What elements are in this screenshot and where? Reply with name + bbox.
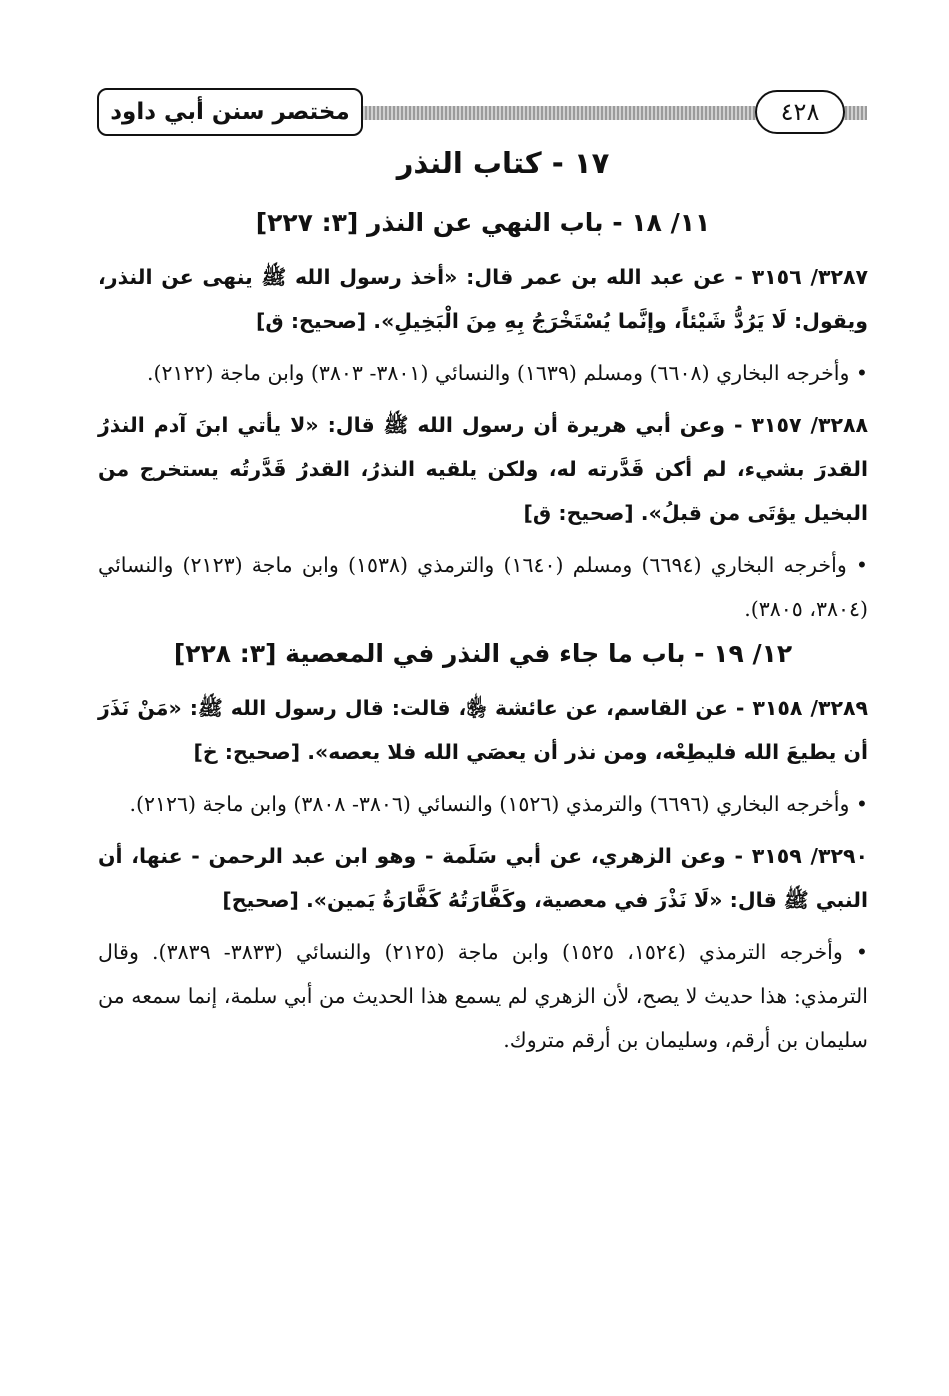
page-number: ٤٢٨ <box>755 90 845 134</box>
hadith-number: ٣٢٨٧/ ٣١٥٦ <box>751 265 868 289</box>
hadith-entry <box>98 834 868 922</box>
hadith-entry <box>98 403 868 535</box>
takhrij-note: • وأخرجه البخاري (٦٦٩٤) ومسلم (١٦٤٠) والترمذي (١٥٣٨) وابن ماجة (٢١٢٣) والنسائي (٣٨٠٤، ٣٨٠٥). <box>98 553 869 621</box>
hadith-text: - وعن الزهري، عن أبي سَلَمة - وهو ابن عبد الرحمن - عنها، أن النبي ﷺ قال: «لَا نَذْرَ في معصية، وكَفَّارَتُهُ كَفَّارَةُ يَمين». [صحيح] <box>98 844 868 912</box>
running-book-title: مختصر سنن أبي داود <box>97 88 363 136</box>
hadith-text: - عن عبد الله بن عمر قال: «أخذ رسول الله ﷺ ينهى عن النذر، ويقول: لَا يَرُدُّ شَيْئاً، وإنَّما يُسْتَخْرَجُ بِهِ مِنَ الْبَخِيلِ». [صحيح: ق] <box>98 265 868 333</box>
chapter-heading: ١١/ ١٨ - باب النهي عن النذر [٣: ٢٢٧] <box>255 208 711 237</box>
hadith-number: ٣٢٨٩/ ٣١٥٨ <box>752 696 868 720</box>
chapter-heading: ١٢/ ١٩ - باب ما جاء في النذر في المعصية [٣: ٢٢٨] <box>173 639 793 668</box>
takhrij-note: • وأخرجه البخاري (٦٦٩٦) والترمذي (١٥٢٦) والنسائي (٣٨٠٦- ٣٨٠٨) وابن ماجة (٢١٢٦). <box>129 792 868 816</box>
hadith-number: ٣٢٨٨/ ٣١٥٧ <box>751 413 868 437</box>
hadith-text: - وعن أبي هريرة أن رسول الله ﷺ قال: «لا يأتي ابنَ آدم النذرُ القدرَ بشيء، لم أكن قَدَّرته له، ولكن يلقيه النذرُ، القدرُ قَدَّرتُه يستخرج من البخيل يؤتَى من قبلُ». [صحيح: ق] <box>98 413 868 525</box>
hadith-entry <box>98 255 868 343</box>
page-body <box>98 142 868 1070</box>
page-header <box>97 88 867 138</box>
takhrij-note: • وأخرجه الترمذي (١٥٢٤، ١٥٢٥) وابن ماجة (٢١٢٥) والنسائي (٣٨٣٣- ٣٨٣٩). وقال الترمذي: هذا حديث لا يصح، لأن الزهري لم يسمع هذا الحديث من أبي سلمة، إنما سمعه من سليمان بن أرقم، وسليمان بن أرقم متروك. <box>98 940 868 1052</box>
book-heading: ١٧ - كتاب النذر <box>396 146 610 180</box>
hadith-number: ٣٢٩٠/ ٣١٥٩ <box>751 844 868 868</box>
hadith-entry <box>98 686 868 774</box>
takhrij-note: • وأخرجه البخاري (٦٦٠٨) ومسلم (١٦٣٩) والنسائي (٣٨٠١- ٣٨٠٣) وابن ماجة (٢١٢٢). <box>146 361 868 385</box>
hadith-text: - عن القاسم، عن عائشة ﵂، قالت: قال رسول الله ﷺ: «مَنْ نَذَرَ أن يطيعَ الله فليطِعْه، ومن نذر أن يعصَي الله فلا يعصه». [صحيح: خ] <box>98 696 868 764</box>
